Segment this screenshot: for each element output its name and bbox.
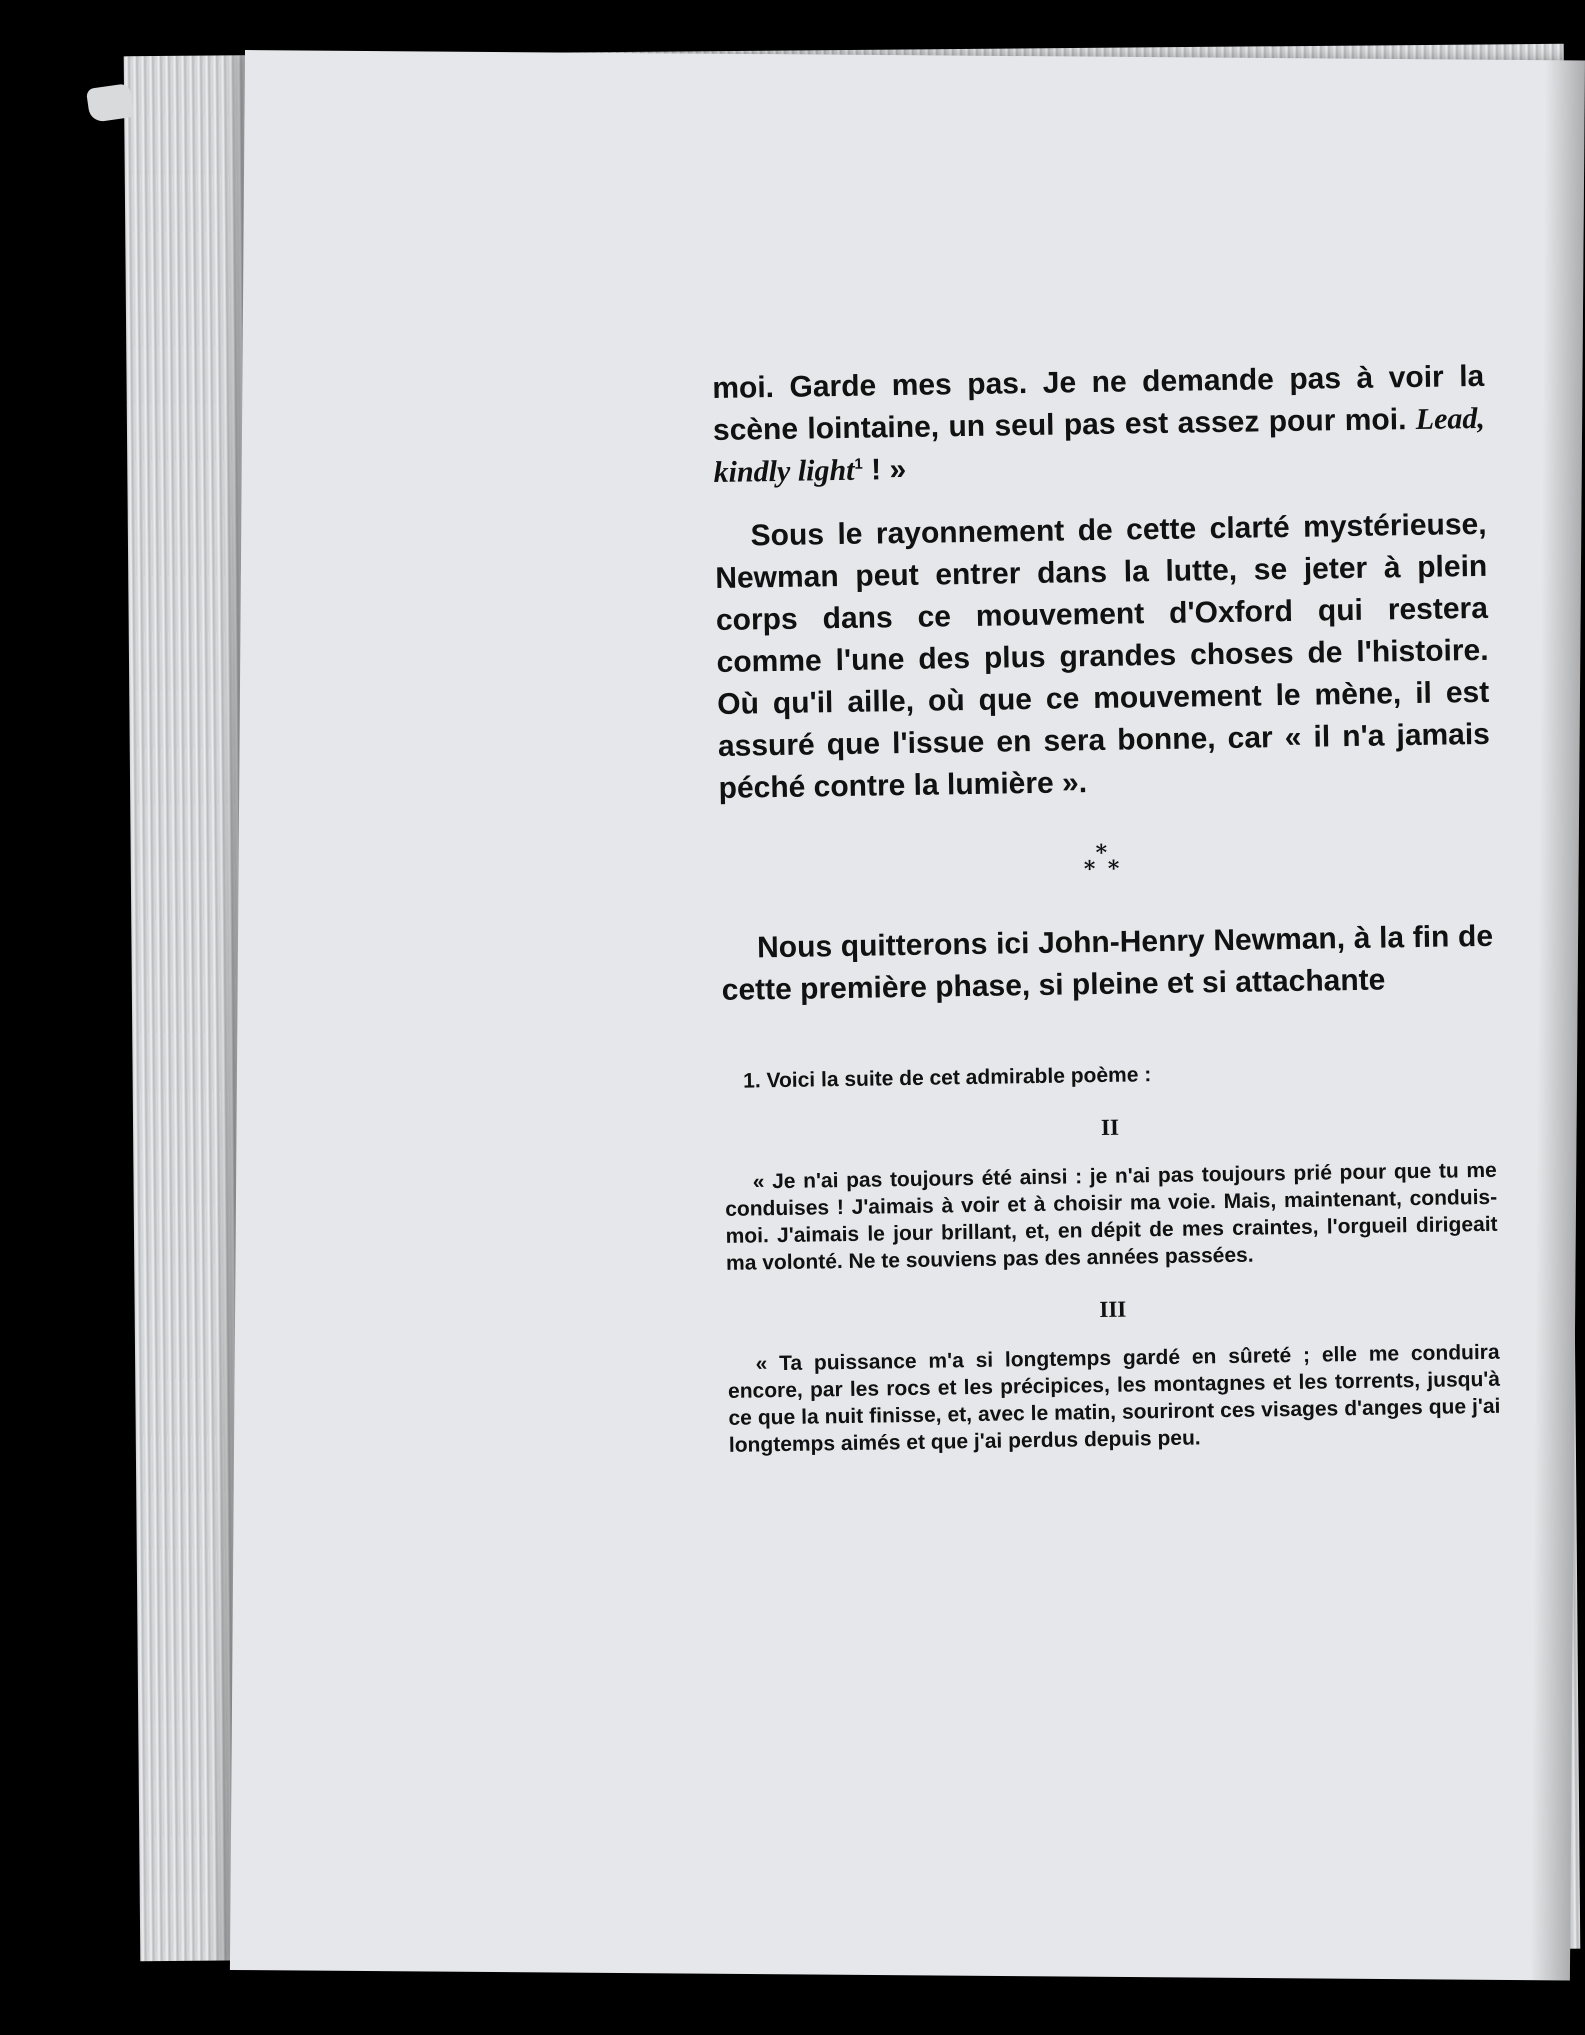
stanza-text: « Ta puissance m'a si longtemps gardé en sûreté ; elle me conduira encore, par les rocs et les précipices, les montagnes et les torrents, jusqu'à ce que la nuit finisse, et, avec le matin, souriront ces visages d'anges que j'ai longtemps aimés et que j'ai perdus depuis peu. xyxy=(727,1340,1501,1457)
footnote-intro: 1. Voici la suite de cet admirable poème : xyxy=(743,1063,1152,1093)
paragraph-text: moi. Garde mes pas. Je ne demande pas à voir la scène lointaine, un seul pas est assez pour moi. xyxy=(712,359,1485,447)
footnote xyxy=(723,1056,1501,1459)
stanza-heading: II xyxy=(1100,1114,1120,1140)
stanza-heading: III xyxy=(1099,1296,1127,1323)
stanza-text: « Je n'ai pas toujours été ainsi : je n'ai pas toujours prié pour que tu me conduises ! J'aimais à voir et à choisir ma voie. Mais, maintenant, conduis-moi. J'aimais le jour brillant, et, en dépit de mes craintes, l'orgueil dirigeait ma volonté. Ne te souviens pas des années passées. xyxy=(725,1158,1498,1275)
paragraph: Nous quitterons ici John-Henry Newman, à la fin de cette première phase, si pleine et si attachante xyxy=(721,919,1494,1007)
paragraph-continued xyxy=(712,356,1486,494)
section-separator xyxy=(720,834,1493,906)
footnote-reference: 1 xyxy=(854,455,863,473)
paragraph-text-end: ! » xyxy=(862,452,907,487)
page-text xyxy=(712,356,1501,1459)
separator-star-right: * xyxy=(1107,855,1120,882)
torn-paper-flap xyxy=(86,83,134,123)
paragraph: Sous le rayonnement de cette clarté mystérieuse, Newman peut entrer dans la lutte, se jeter à plein corps dans ce mouvement d'Oxford qui restera comme l'une des plus grandes choses de l'histoire. Où qu'il aille, où que ce mouvement le mène, il est assuré que l'issue en sera bonne, car « il n'a jamais péché contre la lumière ». xyxy=(715,507,1491,805)
separator-star-left: * xyxy=(1083,856,1096,883)
separator-star-top: * xyxy=(1095,839,1108,867)
italic-quote: Lead, kindly light xyxy=(713,401,1486,489)
